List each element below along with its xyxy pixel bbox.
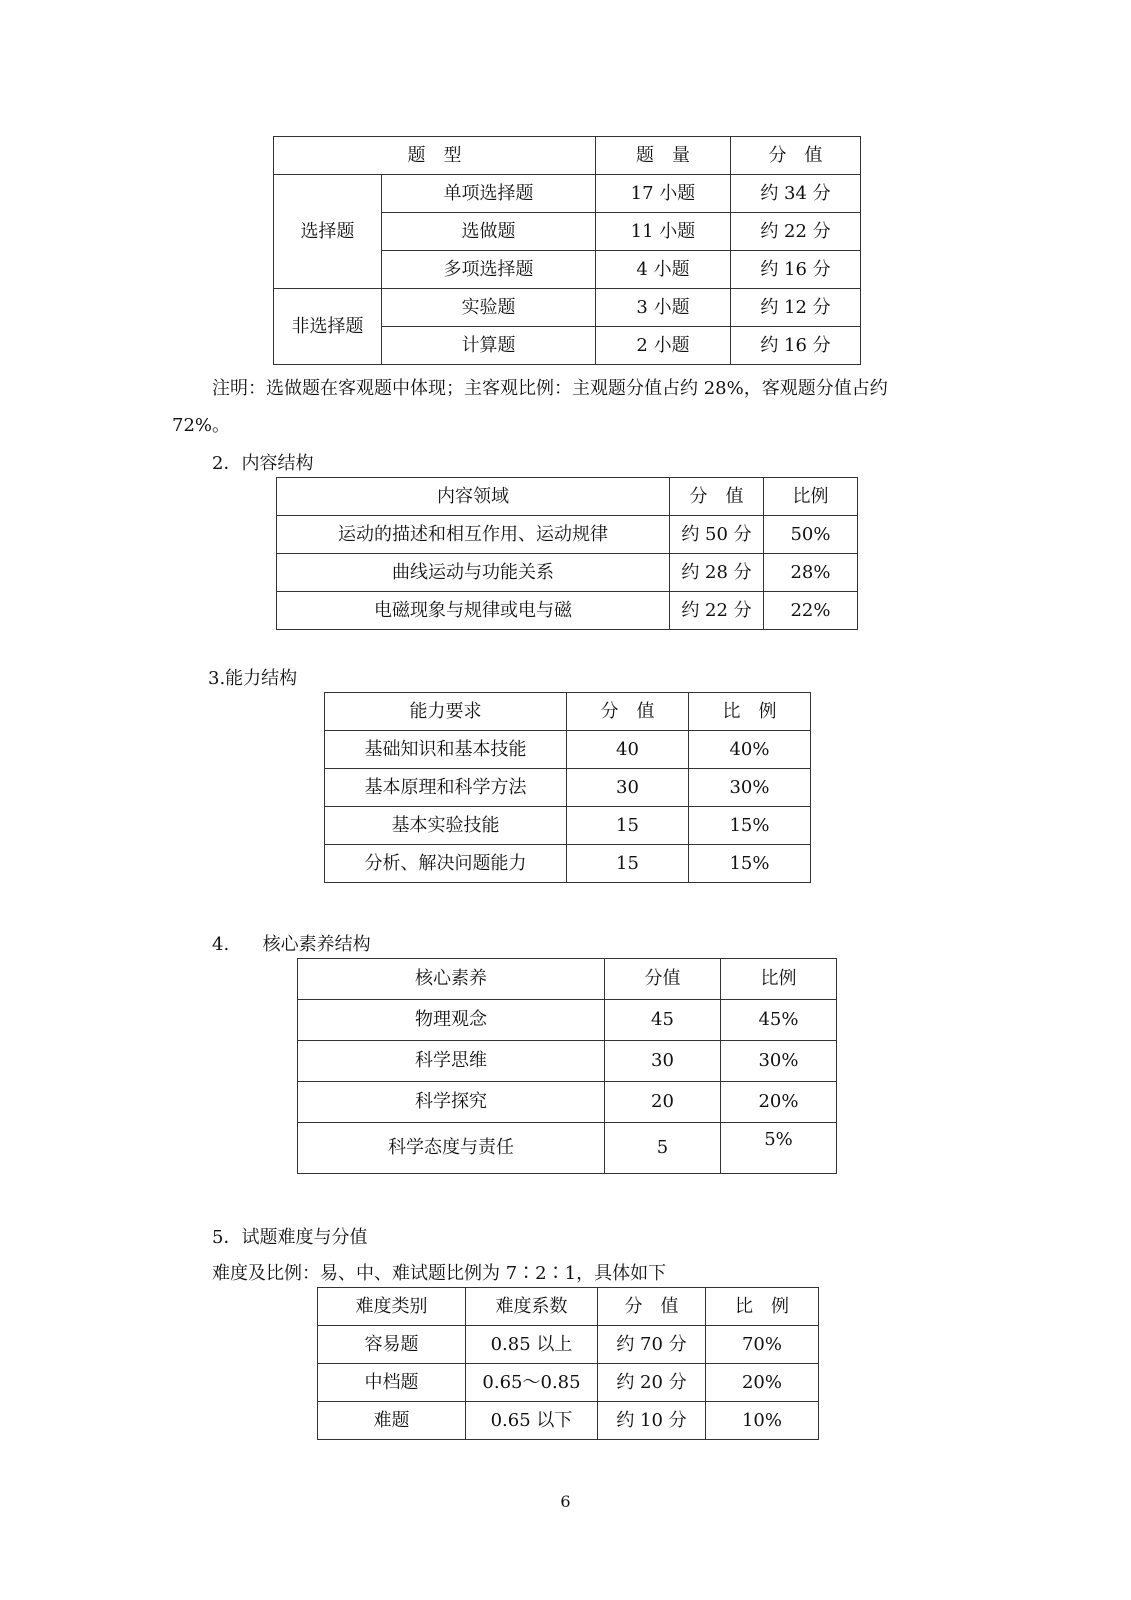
table-cell: 20 bbox=[605, 1082, 721, 1123]
table-row bbox=[277, 554, 858, 592]
table-cell: 30% bbox=[721, 1041, 837, 1082]
table-cell: 电磁现象与规律或电与磁 bbox=[277, 592, 670, 630]
table-header-row bbox=[325, 693, 811, 731]
table-cell: 基础知识和基本技能 bbox=[325, 731, 567, 769]
header-cell: 分 值 bbox=[731, 137, 861, 175]
table-cell: 选做题 bbox=[382, 213, 596, 251]
header-cell: 比 例 bbox=[706, 1288, 819, 1326]
table-cell: 约 50 分 bbox=[670, 516, 764, 554]
table-cell: 基本原理和科学方法 bbox=[325, 769, 567, 807]
table-cell: 多项选择题 bbox=[382, 251, 596, 289]
table-cell: 10% bbox=[706, 1402, 819, 1440]
table-cell: 2 小题 bbox=[596, 327, 731, 365]
table-cell: 0.65 以下 bbox=[466, 1402, 598, 1440]
table-cell: 70% bbox=[706, 1326, 819, 1364]
table-cell: 40 bbox=[567, 731, 689, 769]
question-type-table bbox=[273, 136, 861, 365]
table-cell: 中档题 bbox=[318, 1364, 466, 1402]
header-cell: 能力要求 bbox=[325, 693, 567, 731]
table-cell: 约 28 分 bbox=[670, 554, 764, 592]
table-cell: 0.65～0.85 bbox=[466, 1364, 598, 1402]
section-5-title: 5．试题难度与分值 bbox=[212, 1227, 368, 1248]
header-cell: 分 值 bbox=[567, 693, 689, 731]
table-row bbox=[298, 1041, 837, 1082]
table-row bbox=[277, 516, 858, 554]
table-cell: 容易题 bbox=[318, 1326, 466, 1364]
table-cell: 约 22 分 bbox=[670, 592, 764, 630]
table-cell: 4 小题 bbox=[596, 251, 731, 289]
table-cell: 基本实验技能 bbox=[325, 807, 567, 845]
table-row bbox=[318, 1402, 819, 1440]
table-cell: 分析、解决问题能力 bbox=[325, 845, 567, 883]
table-cell: 实验题 bbox=[382, 289, 596, 327]
table-row bbox=[274, 289, 861, 327]
table-cell: 15 bbox=[567, 845, 689, 883]
header-cell: 难度系数 bbox=[466, 1288, 598, 1326]
table-cell: 45% bbox=[721, 1000, 837, 1041]
table-cell: 0.85 以上 bbox=[466, 1326, 598, 1364]
table-cell: 3 小题 bbox=[596, 289, 731, 327]
table-cell: 30 bbox=[567, 769, 689, 807]
content-structure-table-block bbox=[276, 477, 858, 630]
difficulty-table bbox=[317, 1287, 819, 1440]
ability-structure-table-block bbox=[324, 692, 811, 883]
header-cell: 分值 bbox=[605, 959, 721, 1000]
group-cell: 非选择题 bbox=[274, 289, 382, 365]
table-cell: 科学态度与责任 bbox=[298, 1123, 605, 1174]
table-cell: 5% bbox=[721, 1123, 837, 1174]
table-cell: 难题 bbox=[318, 1402, 466, 1440]
header-cell: 核心素养 bbox=[298, 959, 605, 1000]
table-header-row bbox=[274, 137, 861, 175]
table-cell: 约 22 分 bbox=[731, 213, 861, 251]
section-4-text: 核心素养结构 bbox=[262, 934, 371, 955]
table-row bbox=[325, 807, 811, 845]
table-cell: 17 小题 bbox=[596, 175, 731, 213]
header-cell: 分 值 bbox=[598, 1288, 706, 1326]
table-cell: 22% bbox=[764, 592, 858, 630]
header-cell: 比例 bbox=[721, 959, 837, 1000]
page-number: 6 bbox=[560, 1492, 571, 1511]
table-row bbox=[277, 592, 858, 630]
table-row bbox=[325, 845, 811, 883]
table-cell: 11 小题 bbox=[596, 213, 731, 251]
header-cell: 题 型 bbox=[274, 137, 596, 175]
table-cell: 曲线运动与功能关系 bbox=[277, 554, 670, 592]
table-row bbox=[325, 731, 811, 769]
table-cell: 15% bbox=[689, 845, 811, 883]
table-cell: 30 bbox=[605, 1041, 721, 1082]
table-row bbox=[325, 769, 811, 807]
table-cell: 物理观念 bbox=[298, 1000, 605, 1041]
core-literacy-table bbox=[297, 958, 837, 1174]
header-cell: 题 量 bbox=[596, 137, 731, 175]
table-cell: 20% bbox=[706, 1364, 819, 1402]
note-line-1: 注明：选做题在客观题中体现；主客观比例：主观题分值占约 28%，客观题分值占约 bbox=[212, 378, 888, 399]
section-4-number: 4. bbox=[212, 934, 230, 955]
group-cell: 选择题 bbox=[274, 175, 382, 289]
header-cell: 内容领域 bbox=[277, 478, 670, 516]
table-row bbox=[298, 1082, 837, 1123]
header-cell: 比 例 bbox=[689, 693, 811, 731]
table-cell: 40% bbox=[689, 731, 811, 769]
table-cell: 科学探究 bbox=[298, 1082, 605, 1123]
table-row bbox=[274, 175, 861, 213]
table-cell: 20% bbox=[721, 1082, 837, 1123]
table-header-row bbox=[318, 1288, 819, 1326]
section-3-title: 3.能力结构 bbox=[208, 668, 298, 689]
table-cell: 30% bbox=[689, 769, 811, 807]
table-cell: 15 bbox=[567, 807, 689, 845]
section-2-title: 2．内容结构 bbox=[212, 453, 314, 474]
difficulty-table-block bbox=[317, 1287, 819, 1440]
table-cell: 约 16 分 bbox=[731, 251, 861, 289]
table-cell: 约 10 分 bbox=[598, 1402, 706, 1440]
table-cell: 50% bbox=[764, 516, 858, 554]
table-row bbox=[318, 1364, 819, 1402]
table-cell: 约 34 分 bbox=[731, 175, 861, 213]
table-row bbox=[318, 1326, 819, 1364]
table-cell: 约 16 分 bbox=[731, 327, 861, 365]
table-cell: 计算题 bbox=[382, 327, 596, 365]
table-cell: 45 bbox=[605, 1000, 721, 1041]
ability-structure-table bbox=[324, 692, 811, 883]
section-4-title bbox=[212, 930, 371, 956]
table-cell: 单项选择题 bbox=[382, 175, 596, 213]
table-cell: 约 20 分 bbox=[598, 1364, 706, 1402]
table-header-row bbox=[298, 959, 837, 1000]
table-row bbox=[298, 1123, 837, 1174]
note-line-2: 72%。 bbox=[172, 415, 231, 436]
header-cell: 比例 bbox=[764, 478, 858, 516]
table-cell: 15% bbox=[689, 807, 811, 845]
section-5-intro: 难度及比例：易、中、难试题比例为 7∶2∶1，具体如下 bbox=[212, 1263, 667, 1284]
content-structure-table bbox=[276, 477, 858, 630]
core-literacy-table-block bbox=[297, 958, 837, 1174]
table-cell: 28% bbox=[764, 554, 858, 592]
table-cell: 约 70 分 bbox=[598, 1326, 706, 1364]
header-cell: 分 值 bbox=[670, 478, 764, 516]
table-cell: 科学思维 bbox=[298, 1041, 605, 1082]
question-type-table-block bbox=[273, 136, 861, 365]
header-cell: 难度类别 bbox=[318, 1288, 466, 1326]
table-row bbox=[298, 1000, 837, 1041]
table-cell: 约 12 分 bbox=[731, 289, 861, 327]
table-cell: 运动的描述和相互作用、运动规律 bbox=[277, 516, 670, 554]
table-header-row bbox=[277, 478, 858, 516]
table-cell: 5 bbox=[605, 1123, 721, 1174]
